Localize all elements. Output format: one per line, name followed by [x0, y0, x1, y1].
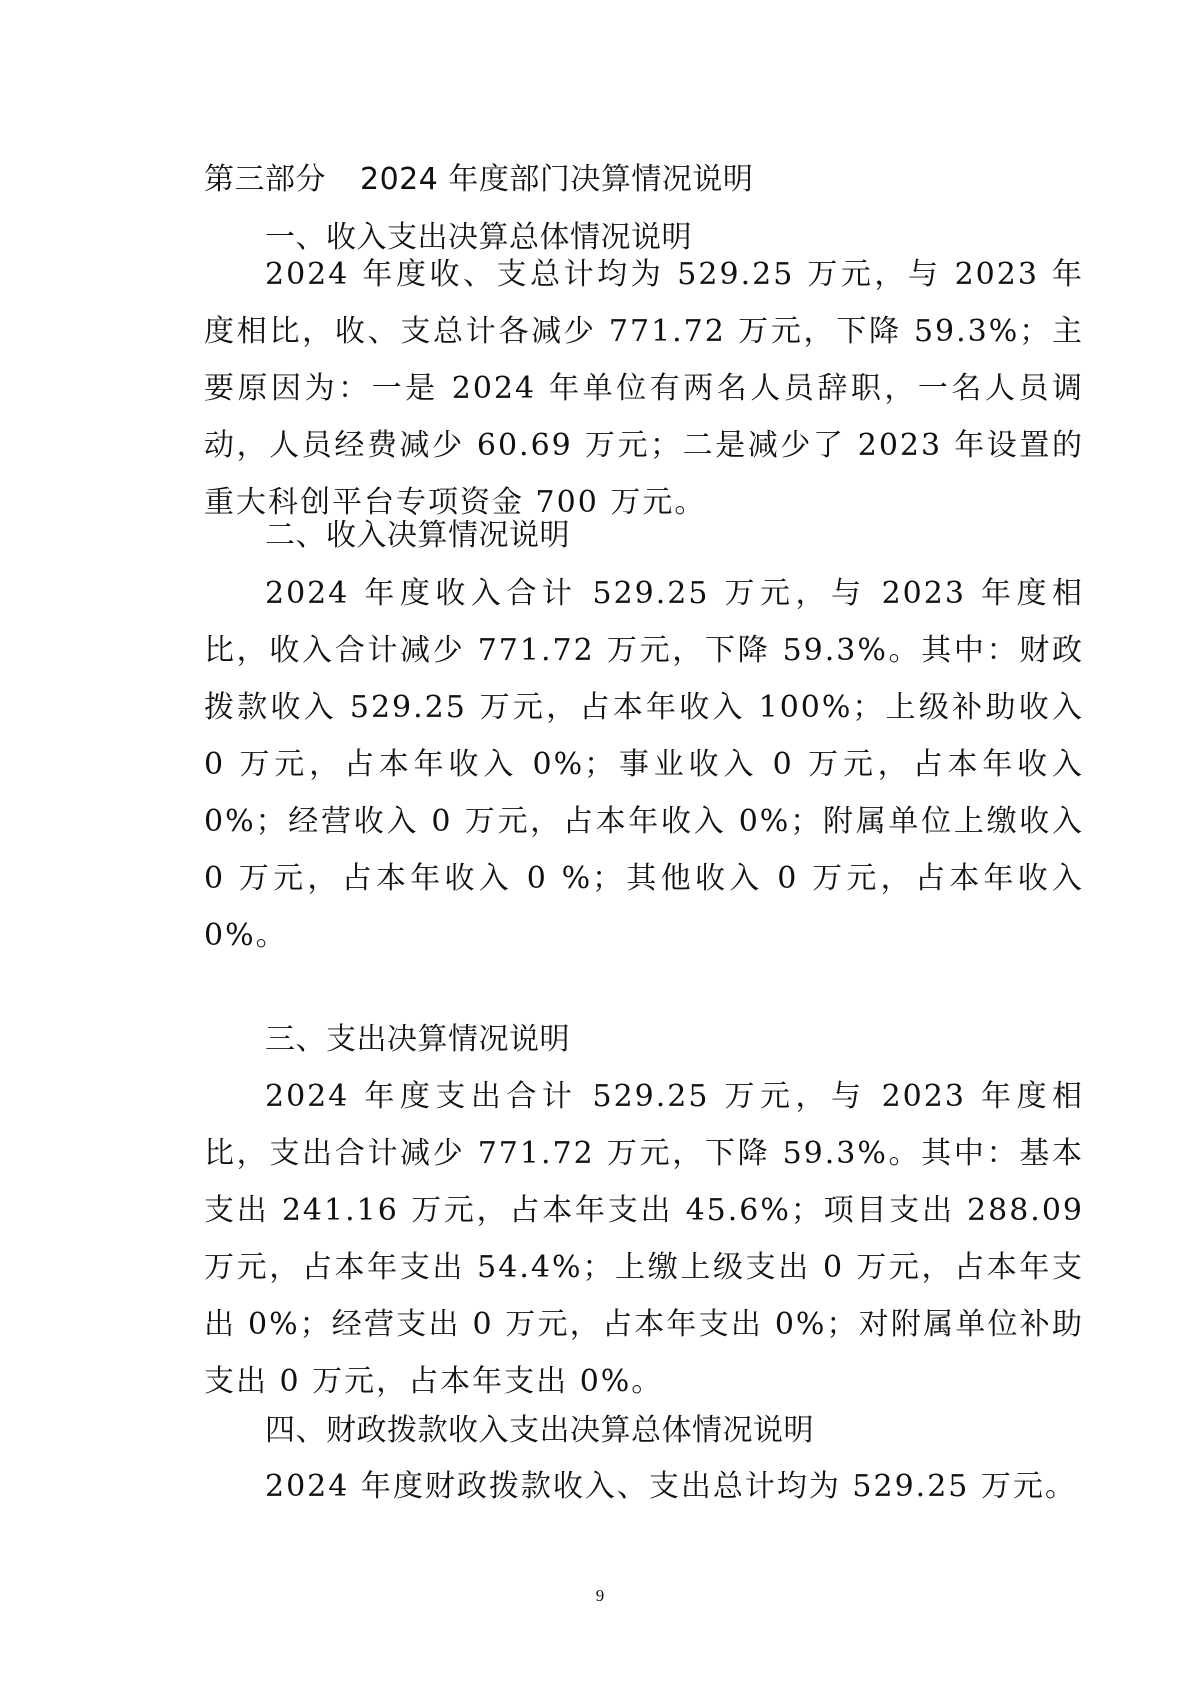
- section-paragraph-1: 2024 年度收、支总计均为 529.25 万元，与 2023 年度相比，收、支总计各减少 771.72 万元，下降 59.3%；主要原因为：一是 2024 年单位有两名人员辞职，一名人员调动，人员经费减少 60.69 万元；二是减少了 2023 年设置的重大科创平台专项资金 700 万元。: [204, 257, 1084, 520]
- section-heading-4: 四、财政拨款收入支出决算总体情况说明: [265, 1413, 814, 1448]
- part-title-text: 2024 年度部门决算情况说明: [360, 162, 754, 197]
- page-number: 9: [595, 1586, 605, 1605]
- section-heading-2: 二、收入决算情况说明: [265, 518, 570, 553]
- section-paragraph-4: 2024 年度财政拨款收入、支出总计均为 529.25 万元。: [265, 1469, 1077, 1504]
- section-paragraph-3: 2024 年度支出合计 529.25 万元，与 2023 年度相比，支出合计减少 771.72 万元，下降 59.3%。其中：基本支出 241.16 万元，占本年支出 45.6%；项目支出 288.09 万元，占本年支出 54.4%；上缴上级支出 0 万元，占本年支出 0%；经营支出 0 万元，占本年支出 0%；对附属单位补助支出 0 万元，占本年支出 0%。: [204, 1079, 1084, 1399]
- section-paragraph-2: 2024 年度收入合计 529.25 万元，与 2023 年度相比，收入合计减少 771.72 万元，下降 59.3%。其中：财政拨款收入 529.25 万元，占本年收入 100%；上级补助收入 0 万元，占本年收入 0%；事业收入 0 万元，占本年收入 0%；经营收入 0 万元，占本年收入 0%；附属单位上缴收入 0 万元，占本年收入 0 %；其他收入 0 万元，占本年收入 0%。: [204, 576, 1084, 953]
- part-title: [204, 160, 753, 200]
- part-title-label: 第三部分: [204, 162, 326, 197]
- section-heading-3: 三、支出决算情况说明: [265, 1022, 570, 1057]
- section-heading-1: 一、收入支出决算总体情况说明: [265, 220, 692, 255]
